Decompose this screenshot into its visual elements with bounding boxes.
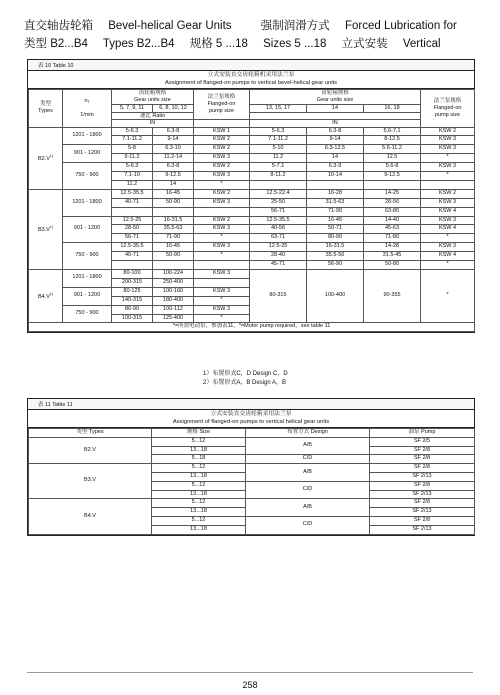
header-text: Forced Lubrication for xyxy=(344,20,457,32)
header-size: 齿轮箱规格 Gear units size xyxy=(250,90,421,105)
table-cell: 5.6-11.2 xyxy=(364,145,421,154)
table-cell: 14 xyxy=(153,180,194,189)
speed-cell: 750 - 900 xyxy=(63,163,112,190)
size-cell: 5...12 xyxy=(152,516,246,525)
note-1: 1）布置形式C，D Design C，D xyxy=(203,371,288,377)
table-cell: KSW 3 xyxy=(194,225,250,234)
table-cell: 100-315 xyxy=(112,314,153,323)
table-cell: KSW 2 xyxy=(421,127,475,136)
table-cell: 5-6.3 xyxy=(112,127,153,136)
table-cell: 28-50 xyxy=(112,225,153,234)
table-cell: 14-40 xyxy=(364,216,421,225)
header-line-2 xyxy=(24,35,453,51)
speed-cell: 750 - 900 xyxy=(63,243,112,270)
table-cell: 7.1-10 xyxy=(112,172,153,181)
table-cell: 45-71 xyxy=(250,261,307,270)
table-cell: 16-31.5 xyxy=(153,216,194,225)
footer-divider xyxy=(27,672,473,673)
table-cell: 8-11.2 xyxy=(250,172,307,181)
table-cell: KSW 4 xyxy=(421,252,475,261)
header-text: Types B2...B4 xyxy=(102,38,175,50)
table-cell xyxy=(112,261,153,270)
empty-cell xyxy=(194,120,250,128)
table-cell: 6.3-8 xyxy=(307,127,364,136)
table-cell: 9-14 xyxy=(153,136,194,145)
table-cell: 9-14 xyxy=(307,136,364,145)
table-cell: 12.5-35.5 xyxy=(112,189,153,198)
size-cell: 13...18 xyxy=(152,472,246,481)
table-cell xyxy=(364,180,421,189)
table-cell: 6.3-10 xyxy=(153,145,194,154)
size-header: 13, 15, 17 xyxy=(250,105,307,113)
table-cell: 56-71 xyxy=(250,207,307,216)
speed-cell: 901 - 1200 xyxy=(63,287,112,305)
pump-cell: SF 2/13 xyxy=(370,490,475,499)
table-cell: 80-90 xyxy=(112,305,153,314)
table-cell: 200-315 xyxy=(112,278,153,287)
table-cell xyxy=(250,180,307,189)
header-design: 布置方式 Design xyxy=(246,429,370,438)
header-type: 类型 Types xyxy=(29,90,63,128)
table-cell xyxy=(194,261,250,270)
table-cell: KSW 2 xyxy=(194,189,250,198)
table-cell: 12.5-22.4 xyxy=(250,189,307,198)
table-caption: 表 11 Table 11 xyxy=(28,399,474,410)
table-cell: 140-315 xyxy=(112,296,153,305)
table-cell: 80-315 xyxy=(250,270,307,323)
table-cell: KSW 3 xyxy=(421,136,475,145)
table-cell: 10-14 xyxy=(307,172,364,181)
pump-cell: SF 2/8 xyxy=(370,455,475,464)
pump-cell: SF 2/13 xyxy=(370,472,475,481)
table-cell: KSW 1 xyxy=(194,127,250,136)
header-text: Vertical xyxy=(402,38,441,50)
size-cell: 5...12 xyxy=(152,481,246,490)
table-cell: KSW 3 xyxy=(194,243,250,252)
table-cell: 100-400 xyxy=(307,270,364,323)
size-cell: 5...12 xyxy=(152,499,246,508)
header-text: Sizes 5 ...18 xyxy=(263,38,327,50)
pump-table-helical xyxy=(28,428,475,535)
table-cell: 71-80 xyxy=(364,234,421,243)
table-cell: 50-80 xyxy=(364,261,421,270)
table-cell: 63-71 xyxy=(250,234,307,243)
header-speed: n₁ 1/min xyxy=(63,90,112,128)
table-cell: 6.3-8 xyxy=(153,163,194,172)
table-cell: 11.2-14 xyxy=(153,154,194,163)
table-cell: 100-112 xyxy=(153,305,194,314)
type-cell: $B4.V^{1)}$ xyxy=(29,270,63,323)
table-cell: 90-355 xyxy=(364,270,421,323)
table-cell: 31.5-45 xyxy=(364,252,421,261)
pump-cell: SF 2/8 xyxy=(370,499,475,508)
table-cell: KSW 2 xyxy=(194,216,250,225)
header-text: 强制润滑方式 xyxy=(260,20,330,32)
pump-cell: SF 2/5 xyxy=(370,437,475,446)
table-cell: 56-71 xyxy=(112,234,153,243)
table-cell: KSW 3 xyxy=(194,172,250,181)
type-cell: $B3.V^{1)}$ xyxy=(29,189,63,269)
table-cell: KSW 2 xyxy=(421,189,475,198)
table-cell: 80-100 xyxy=(112,270,153,279)
table-cell: 40-71 xyxy=(112,198,153,207)
table-cell: 50-90 xyxy=(153,198,194,207)
table-cell: 5.6-8 xyxy=(364,163,421,172)
table-cell: 6.3-8 xyxy=(153,127,194,136)
type-cell: $B2.V^{1)}$ xyxy=(29,127,63,189)
table-cell xyxy=(153,261,194,270)
ratio-header: 速比 Ratio xyxy=(112,112,194,120)
table-cell: * xyxy=(421,234,475,243)
size-cell: 13...18 xyxy=(152,508,246,517)
table-cell: KSW 2 xyxy=(194,145,250,154)
table-cell: 5-8 xyxy=(112,145,153,154)
table-cell: 16-31.5 xyxy=(307,243,364,252)
size-cell: 13...18 xyxy=(152,446,246,455)
speed-cell: 1201 - 1800 xyxy=(63,189,112,216)
table-cell: 180-400 xyxy=(153,296,194,305)
size-cell: 5...12 xyxy=(152,464,246,473)
size-header: 14 xyxy=(307,105,364,113)
size-cell: 5...18 xyxy=(152,455,246,464)
table-cell xyxy=(153,207,194,216)
table-cell: 50-90 xyxy=(153,252,194,261)
table-cell: 50-71 xyxy=(307,225,364,234)
header-text: Bevel-helical Gear Units xyxy=(108,20,232,32)
table-cell: 5-6.3 xyxy=(112,163,153,172)
pump-cell: SF 2/8 xyxy=(370,446,475,455)
table-cell xyxy=(194,207,250,216)
table-cell: 28-40 xyxy=(250,252,307,261)
pump-cell: SF 2/13 xyxy=(370,508,475,517)
table-cell: 45-63 xyxy=(364,225,421,234)
design-cell: C/D xyxy=(246,481,370,499)
speed-cell: 901 - 1200 xyxy=(63,216,112,243)
table-cell: 71-90 xyxy=(307,207,364,216)
header-pump: 法兰泵规格 Flanged-on pump size xyxy=(194,90,250,120)
header-size: 齿轮箱规格 Gear units size xyxy=(112,90,194,105)
table-cell: 28-56 xyxy=(364,198,421,207)
table-cell: 16-45 xyxy=(153,189,194,198)
table-cell: 12.5 xyxy=(364,154,421,163)
table-cell: 14 xyxy=(307,154,364,163)
table-cell: 40-71 xyxy=(112,252,153,261)
table-cell: 9-11.2 xyxy=(112,154,153,163)
table-cell: 80-90 xyxy=(307,234,364,243)
speed-cell: 1201 - 1800 xyxy=(63,270,112,288)
table-cell: * xyxy=(421,172,475,181)
table-cell: 5-6.3 xyxy=(250,127,307,136)
table-cell: * xyxy=(421,261,475,270)
table-cell: KSW 3 xyxy=(421,243,475,252)
table-cell: * xyxy=(194,314,250,323)
table-title-en: Assignment of flanged-on pumps to vertical bevel-helical gear units xyxy=(164,79,338,86)
design-cell: A/B xyxy=(246,499,370,517)
pump-cell: SF 2/8 xyxy=(370,481,475,490)
table-cell: * xyxy=(421,270,475,323)
table-cell: 56-90 xyxy=(307,261,364,270)
table-cell: KSW 4 xyxy=(421,225,475,234)
table-cell: 80-125 xyxy=(112,287,153,296)
table-cell: 6.3-12.5 xyxy=(307,145,364,154)
table-cell: 35.5-50 xyxy=(307,252,364,261)
table-cell: 12.5-25 xyxy=(112,216,153,225)
speed-cell: 901 - 1200 xyxy=(63,145,112,163)
table-cell: 7.1-11.2 xyxy=(250,136,307,145)
size-cell: 13...18 xyxy=(152,490,246,499)
table-title xyxy=(28,410,474,428)
design-cell: A/B xyxy=(246,464,370,482)
table-cell xyxy=(307,180,364,189)
table-cell: 6.3-9 xyxy=(307,163,364,172)
table-cell: 9-12.5 xyxy=(153,172,194,181)
type-cell: B2.V xyxy=(29,437,152,463)
table-cell: * xyxy=(421,154,475,163)
note-2: 2）布置形式A，B Design A，B xyxy=(203,380,287,386)
design-cell: A/B xyxy=(246,437,370,455)
header-size: 规格 Size xyxy=(152,429,246,438)
table-cell: 31.5-63 xyxy=(307,198,364,207)
size-header: 16, 18 xyxy=(364,105,421,113)
table-title-en: Assignment of flanged-on pumps to vertical helical gear units xyxy=(172,418,330,425)
speed-cell: 1201 - 1800 xyxy=(63,127,112,145)
size-header: 6, 8, 10, 12 xyxy=(153,105,194,113)
table-cell: 12.5-35.5 xyxy=(112,243,153,252)
table-cell: KSW 3 xyxy=(194,287,250,296)
table-cell: 8-12.5 xyxy=(364,136,421,145)
table-cell: 40-56 xyxy=(250,225,307,234)
type-cell: B3.V xyxy=(29,464,152,499)
size-cell: 13...18 xyxy=(152,525,246,534)
header-pump: 法兰泵规格 Flanged-on pump size xyxy=(421,90,475,128)
table-cell: KSW 2 xyxy=(194,163,250,172)
pump-cell: SF 2/8 xyxy=(370,464,475,473)
table-cell: 25-50 xyxy=(250,198,307,207)
page-number: 258 xyxy=(242,680,258,690)
ratio-header xyxy=(250,112,421,120)
table-cell: 14-28 xyxy=(364,243,421,252)
table-cell: 16-45 xyxy=(307,216,364,225)
table-cell: KSW 3 xyxy=(421,145,475,154)
table-cell: 100-160 xyxy=(153,287,194,296)
header-pump: 油泵 Pump xyxy=(370,429,475,438)
table-cell: KSW 3 xyxy=(194,198,250,207)
design-cell: C/D xyxy=(246,516,370,534)
table-cell: 16-45 xyxy=(153,243,194,252)
table-title-cn: 立式安装直交齿轮箱采用法兰泵 xyxy=(210,411,292,417)
pump-cell: SF 2/8 xyxy=(370,516,475,525)
table-cell: 5-7.1 xyxy=(250,163,307,172)
table-cell xyxy=(194,278,250,287)
header-text: 类型 B2...B4 xyxy=(24,38,88,50)
table-caption: 表 10 Table 10 xyxy=(28,60,474,71)
table-cell: KSW 3 xyxy=(421,198,475,207)
header-text: 规格 5 ...18 xyxy=(189,38,248,50)
table-cell: 14-25 xyxy=(364,189,421,198)
in-header: IN xyxy=(112,120,194,128)
table-cell xyxy=(112,207,153,216)
table-cell: KSW 3 xyxy=(194,305,250,314)
table-cell: KSW 3 xyxy=(194,154,250,163)
table-cell: KSW 2 xyxy=(194,136,250,145)
table-cell: * xyxy=(194,296,250,305)
table-cell xyxy=(421,180,475,189)
size-header: 5, 7, 9, 11 xyxy=(112,105,153,113)
header-line-1 xyxy=(24,17,469,33)
pump-cell: SF 2/13 xyxy=(370,525,475,534)
table-cell: KSW 3 xyxy=(421,163,475,172)
table-cell: 125-400 xyxy=(153,314,194,323)
table-cell: 250-400 xyxy=(153,278,194,287)
table-footnote: *=所需电动泵，参加表11，*=Motor pump required，see table 11 xyxy=(29,323,475,332)
table-cell: KSW 3 xyxy=(421,216,475,225)
table-cell: KSW 3 xyxy=(194,270,250,279)
table-cell: 71-90 xyxy=(153,234,194,243)
table-cell: * xyxy=(194,180,250,189)
size-cell: 5...12 xyxy=(152,437,246,446)
table-cell: 11.2 xyxy=(112,180,153,189)
speed-cell: 750 - 900 xyxy=(63,305,112,323)
table-cell: 9-12.5 xyxy=(364,172,421,181)
table-cell: 5.6-7.1 xyxy=(364,127,421,136)
pump-table-bevel xyxy=(28,89,475,332)
table-cell: 11.2 xyxy=(250,154,307,163)
table-cell: 63-80 xyxy=(364,207,421,216)
table-cell: 12.5-35.5 xyxy=(250,216,307,225)
design-cell: C/D xyxy=(246,455,370,464)
table-cell: 7.1-11.2 xyxy=(112,136,153,145)
table-11 xyxy=(27,398,475,536)
header-text: 立式安装 xyxy=(341,38,388,50)
in-header: IN xyxy=(250,120,421,128)
table-cell: 5-10 xyxy=(250,145,307,154)
table-cell: * xyxy=(194,234,250,243)
header-text: 直交轴齿轮箱 xyxy=(24,20,93,32)
type-cell: B4.V xyxy=(29,499,152,534)
table-cell: 16-28 xyxy=(307,189,364,198)
table-title xyxy=(28,71,474,89)
table-cell: * xyxy=(194,252,250,261)
header-type: 类型 Types xyxy=(29,429,152,438)
table-cell: 12.5-25 xyxy=(250,243,307,252)
table-cell: 100-224 xyxy=(153,270,194,279)
table-cell: KSW 4 xyxy=(421,207,475,216)
table-title-cn: 立式安装直交齿轮箱机采用法兰泵 xyxy=(207,72,295,78)
table-cell: 35.5-63 xyxy=(153,225,194,234)
table-10 xyxy=(27,59,475,333)
